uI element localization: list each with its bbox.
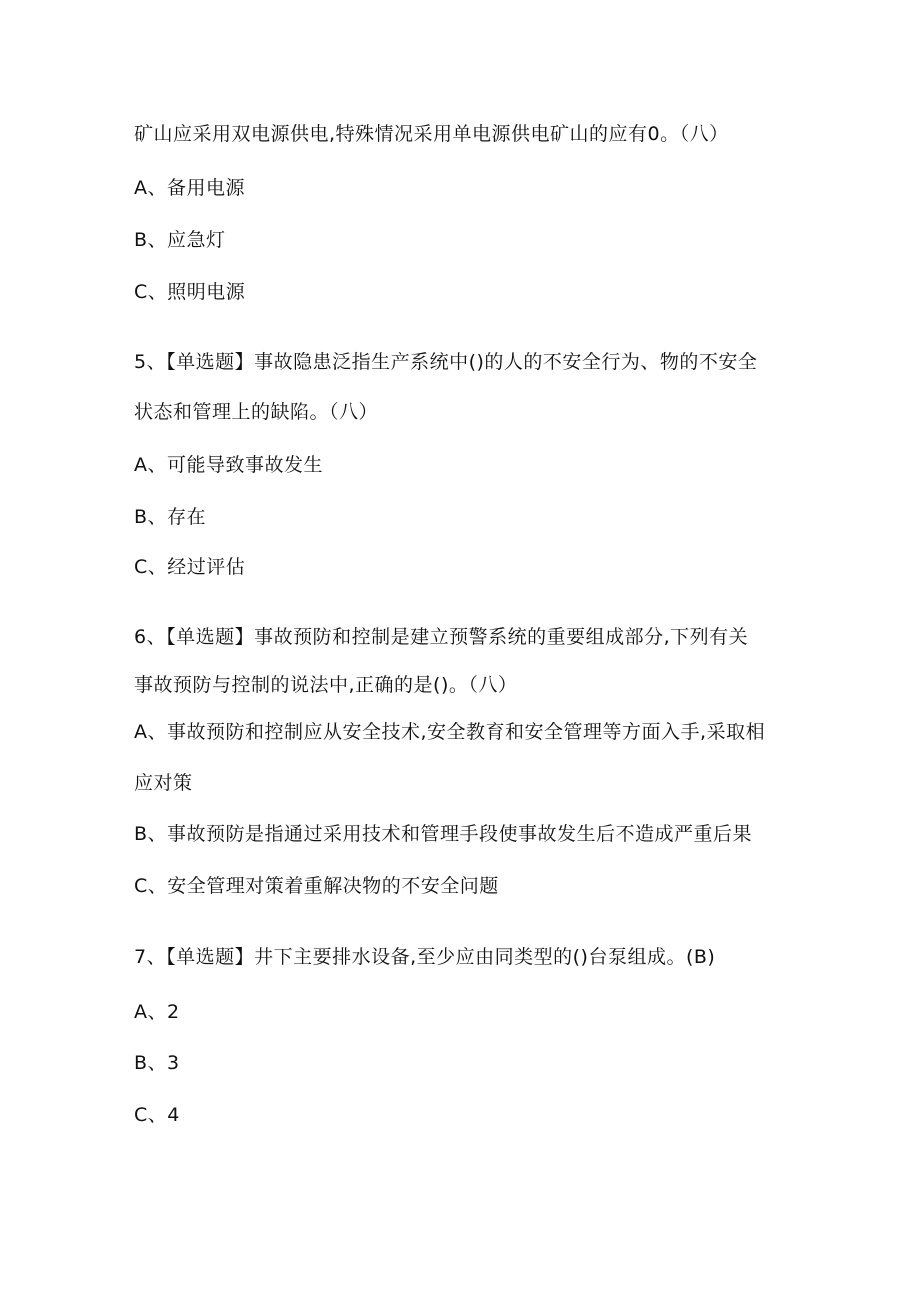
option-b: B、3 <box>134 1052 180 1074</box>
option-c: C、照明电源 <box>134 281 246 303</box>
question-stem: 矿山应采用双电源供电,特殊情况采用单电源供电矿山的应有0。（八） <box>134 123 729 145</box>
option-a: A、可能导致事故发生 <box>134 454 323 476</box>
option-a: A、事故预防和控制应从安全技术,安全教育和安全管理等方面入手,采取相 <box>134 721 766 743</box>
option-a-continued: 应对策 <box>134 772 193 794</box>
question-stem-continued: 事故预防与控制的说法中,正确的是()。（八） <box>134 674 518 696</box>
option-b: B、应急灯 <box>134 229 226 251</box>
question-stem-continued: 状态和管理上的缺陷。（八） <box>134 401 379 423</box>
question-stem: 5、【单选题】事故隐患泛指生产系统中()的人的不安全行为、物的不安全 <box>134 351 758 373</box>
question-stem: 6、【单选题】事故预防和控制是建立预警系统的重要组成部分,下列有关 <box>134 626 749 648</box>
option-b: B、存在 <box>134 506 207 528</box>
option-c: C、安全管理对策着重解决物的不安全问题 <box>134 875 499 897</box>
question-stem: 7、【单选题】井下主要排水设备,至少应由同类型的()台泵组成。(B) <box>134 946 716 968</box>
option-c: C、4 <box>134 1104 180 1126</box>
option-a: A、备用电源 <box>134 177 245 199</box>
option-b: B、事故预防是指通过采用技术和管理手段使事故发生后不造成严重后果 <box>134 823 753 845</box>
option-a: A、2 <box>134 1001 180 1023</box>
option-c: C、经过评估 <box>134 556 246 578</box>
